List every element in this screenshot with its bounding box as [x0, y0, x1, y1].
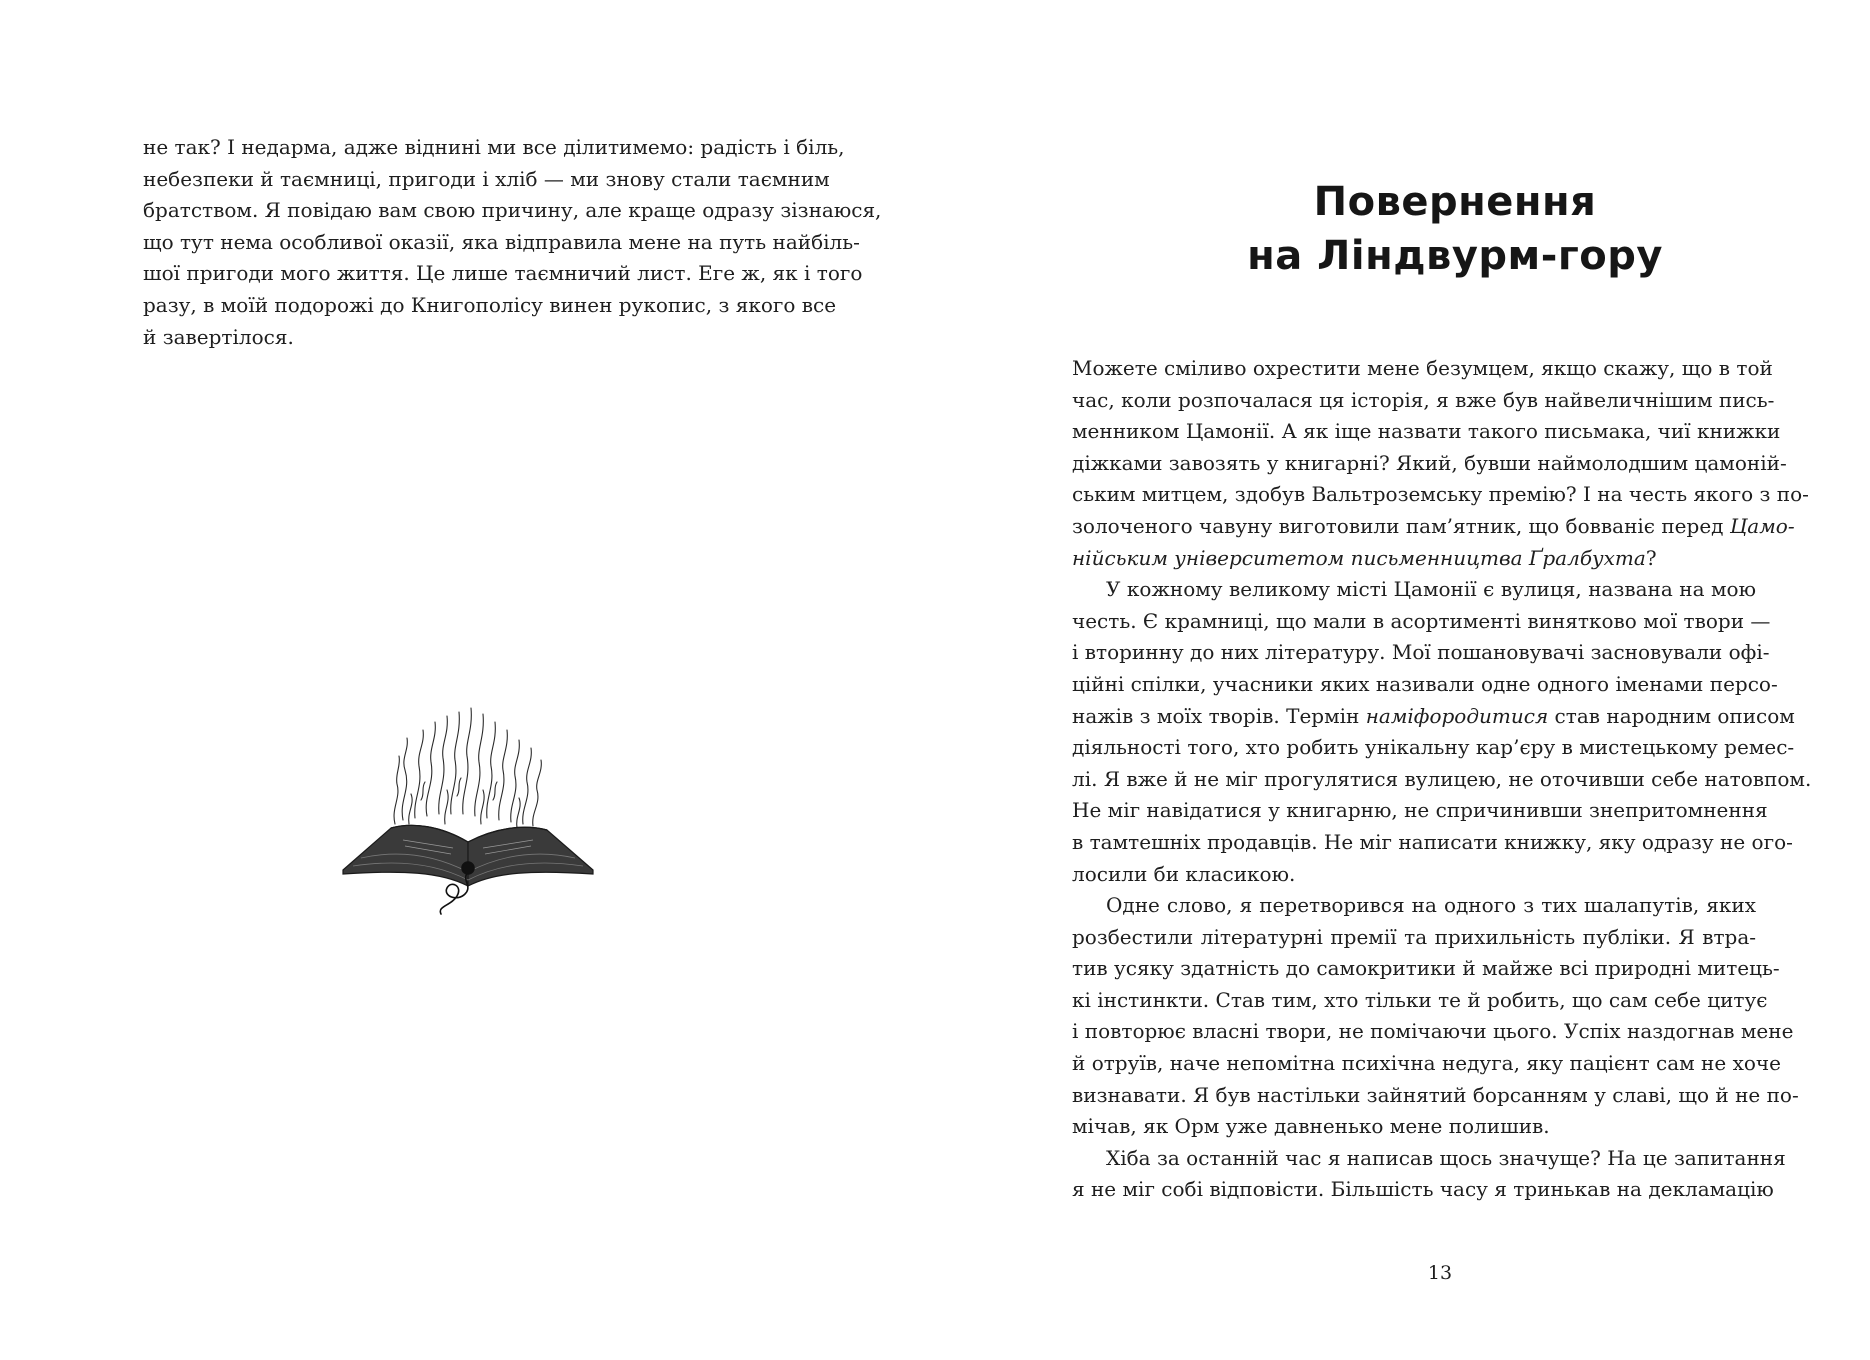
text-line: я не міг собі відповісти. Більшість часу я тринькав на декламацію	[1072, 1177, 1774, 1202]
text-line: менником Цамонії. А як іще назвати такого письмака, чиї книжки	[1072, 419, 1781, 444]
italic-term: Цамо-	[1729, 513, 1795, 538]
text-line: не так? І недарма, адже віднині ми все ділитимемо: радість і біль,	[143, 135, 845, 159]
text-line: разу, в моїй подорожі до Книгополісу винен рукопис, з якого все	[143, 292, 837, 317]
text-line: Не міг навідатися у книгарню, не спричинивши знепритомнення	[1072, 798, 1768, 823]
text-line: й отруїв, наче непомітна психічна недуга, яку пацієнт сам не хоче	[1072, 1051, 1781, 1076]
italic-term: нійським університетом письменництва Ґралбухта	[1072, 545, 1646, 570]
text-line: ським митцем, здобув Вальтроземську премію? І на честь якого з по-	[1072, 482, 1809, 507]
text-line: ційні спілки, учасники яких називали одне одного іменами персо-	[1072, 671, 1778, 696]
text-line: честь. Є крамниці, що мали в асортименті винятково мої твори —	[1072, 608, 1771, 633]
text-line: лосили би класикою.	[1072, 861, 1296, 886]
text-line: шої пригоди мого життя. Це лише таємничий лист. Еге ж, як і того	[143, 261, 863, 286]
text-line: й завертілося.	[143, 324, 294, 349]
text-line: братством. Я повідаю вам свою причину, але краще одразу зізнаюся,	[143, 198, 882, 223]
chapter-title-line-2: на Ліндвурм-гору	[1247, 233, 1663, 279]
text-line: визнавати. Я був настільки зайнятий борсанням у славі, що й не по-	[1072, 1082, 1799, 1107]
text-line: У кожному великому місті Цамонії є вулиця, названа на мою	[1106, 577, 1756, 602]
text-line: нійським університетом письменництва Ґралбухта?	[1072, 545, 1657, 570]
text-line: розбестили літературні премії та прихильність публіки. Я втра-	[1072, 924, 1756, 949]
text-line: час, коли розпочалася ця історія, я вже був найвеличнішим пись-	[1072, 387, 1775, 412]
text-line: золоченого чавуну виготовили пам’ятник, що бовваніє перед Цамо-	[1072, 513, 1795, 538]
text-line: тив усяку здатність до самокритики й майже всі природні митець-	[1072, 956, 1780, 981]
right-page	[935, 0, 1870, 1360]
right-text-body	[1072, 353, 1812, 1206]
text-line: і вторинну до них літературу. Мої пошановувачі засновували офі-	[1072, 640, 1770, 665]
text-line: мічав, як Орм уже давненько мене полишив.	[1072, 1114, 1550, 1139]
page-number: 13	[1427, 1262, 1453, 1284]
chapter-title-line-1: Повернення	[1313, 179, 1597, 225]
left-paragraph	[143, 132, 882, 353]
text-line: Можете сміливо охрестити мене безумцем, якщо скажу, що в той	[1072, 356, 1773, 380]
text-line: лі. Я вже й не міг прогулятися вулицею, не оточивши себе натовпом.	[1072, 766, 1812, 791]
text-line: Хіба за останній час я написав щось значуще? На це запитання	[1106, 1145, 1786, 1170]
text-line: Одне слово, я перетворився на одного з тих шалапутів, яких	[1106, 893, 1756, 918]
burning-book-illustration	[333, 700, 603, 920]
text-line: діяльності того, хто робить унікальну кар’єру в мистецькому ремес-	[1072, 735, 1795, 760]
book	[343, 825, 593, 886]
text-line: в тамтешніх продавців. Не міг написати книжку, яку одразу не ого-	[1072, 829, 1793, 854]
text-line: кі інстинкти. Став тим, хто тільки те й робить, що сам себе цитує	[1072, 987, 1768, 1012]
text-line: діжками завозять у книгарні? Який, бувши наймолодшим цамоній-	[1072, 450, 1787, 475]
text-line: і повторює власні твори, не помічаючи цього. Успіх наздогнав мене	[1072, 1019, 1794, 1044]
text-line: що тут нема особливої оказії, яка відправила мене на путь найбіль-	[143, 229, 860, 254]
text-line: небезпеки й таємниці, пригоди і хліб — ми знову стали таємним	[143, 166, 830, 191]
italic-term: наміфородитися	[1365, 703, 1549, 728]
text-line: нажів з моїх творів. Термін наміфородитися став народним описом	[1072, 703, 1795, 728]
flames	[394, 708, 541, 828]
chapter-title	[1130, 175, 1780, 283]
